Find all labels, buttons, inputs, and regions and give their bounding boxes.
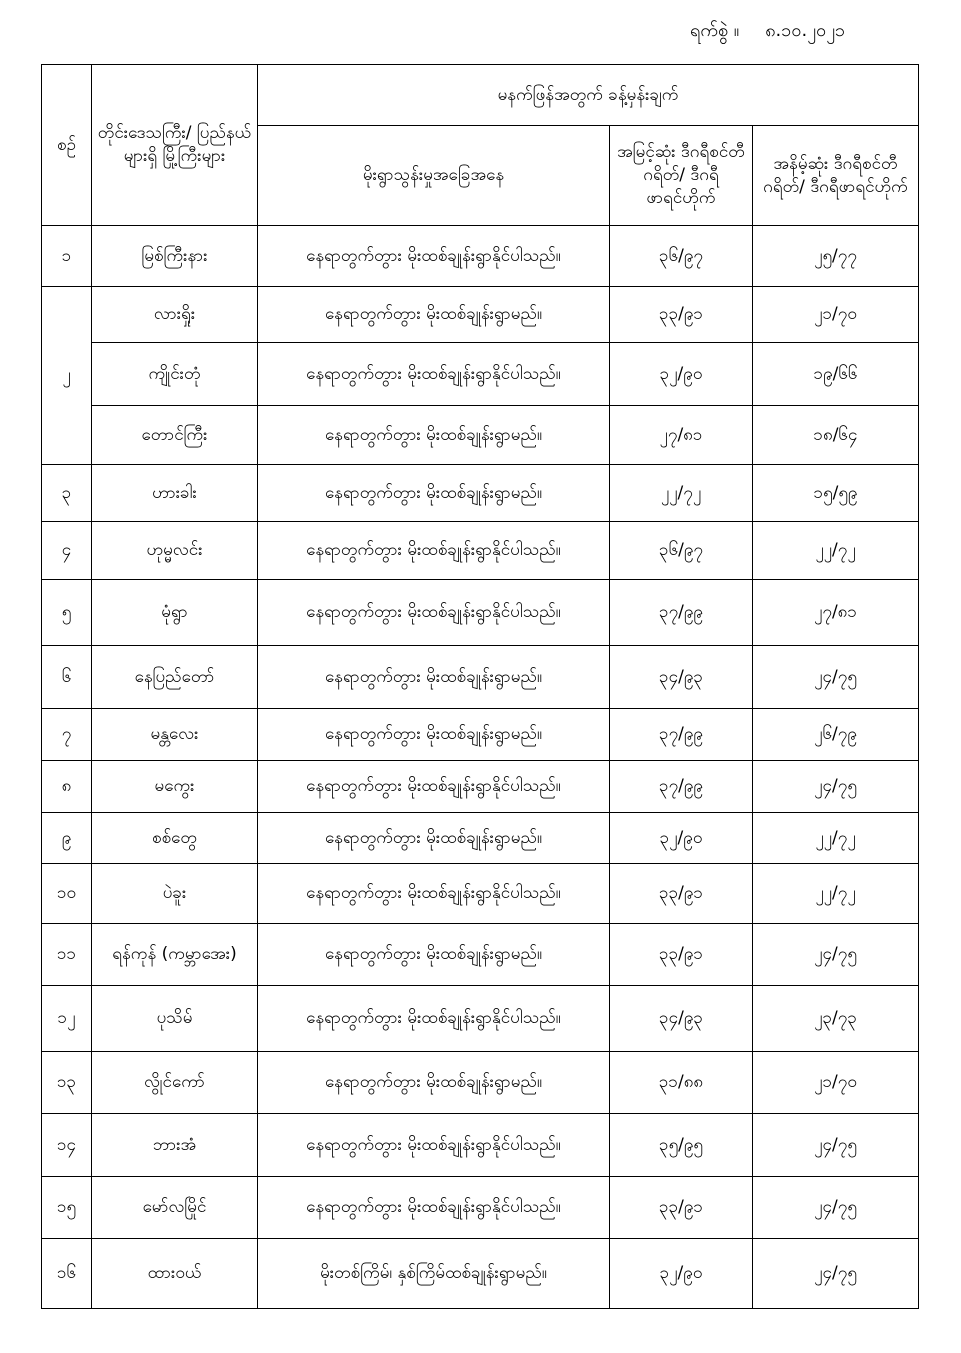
cell-weather: နေရာတွက်တွား မိုးထစ်ချုန်းရွာနိုင်ပါသည်။ <box>258 1114 610 1177</box>
cell-min: ၂၄/၇၅ <box>753 1177 919 1239</box>
cell-min: ၁၈/၆၄ <box>753 406 919 465</box>
table-row <box>42 646 919 709</box>
table-row <box>42 287 919 343</box>
cell-max: ၃၂/၉၀ <box>610 343 753 406</box>
cell-max: ၃၃/၉၁ <box>610 287 753 343</box>
cell-max: ၃၁/၈၈ <box>610 1052 753 1114</box>
table-row <box>42 864 919 924</box>
cell-weather: နေရာတွက်တွား မိုးထစ်ချုန်းရွာနိုင်ပါသည်။ <box>258 343 610 406</box>
cell-max: ၂၇/၈၁ <box>610 406 753 465</box>
cell-no: ၄ <box>42 522 92 580</box>
cell-min: ၂၄/၇၅ <box>753 924 919 986</box>
cell-min: ၂၃/၇၃ <box>753 986 919 1052</box>
header-no: စဉ် <box>42 65 92 226</box>
table-row <box>42 1052 919 1114</box>
cell-city: ကျိုင်းတုံ <box>92 343 258 406</box>
cell-no: ၉ <box>42 813 92 864</box>
cell-no: ၆ <box>42 646 92 709</box>
cell-city: ပုသိမ် <box>92 986 258 1052</box>
cell-weather: နေရာတွက်တွား မိုးထစ်ချုန်းရွာနိုင်ပါသည်။ <box>258 864 610 924</box>
cell-weather: နေရာတွက်တွား မိုးထစ်ချုန်းရွာမည်။ <box>258 646 610 709</box>
date-label: ရက်စွဲ ။ <box>690 20 740 41</box>
cell-weather: နေရာတွက်တွား မိုးထစ်ချုန်းရွာမည်။ <box>258 406 610 465</box>
cell-city: စစ်တွေ <box>92 813 258 864</box>
cell-city: ဘားအံ <box>92 1114 258 1177</box>
cell-city: မကွေး <box>92 761 258 813</box>
cell-weather: နေရာတွက်တွား မိုးထစ်ချုန်းရွာနိုင်ပါသည်။ <box>258 580 610 646</box>
cell-min: ၂၄/၇၅ <box>753 761 919 813</box>
cell-no: ၁၆ <box>42 1239 92 1309</box>
cell-city: ပဲခူး <box>92 864 258 924</box>
cell-weather: နေရာတွက်တွား မိုးထစ်ချုန်းရွာနိုင်ပါသည်။ <box>258 226 610 287</box>
cell-max: ၃၇/၉၉ <box>610 761 753 813</box>
cell-city: မုံရွာ <box>92 580 258 646</box>
cell-min: ၂၇/၈၁ <box>753 580 919 646</box>
table-row <box>42 709 919 761</box>
table-row <box>42 226 919 287</box>
cell-weather: နေရာတွက်တွား မိုးထစ်ချုန်းရွာမည်။ <box>258 813 610 864</box>
cell-max: ၃၅/၉၅ <box>610 1114 753 1177</box>
cell-min: ၂၄/၇၅ <box>753 1114 919 1177</box>
header-forecast-group: မနက်ဖြန်အတွက် ခန့်မှန်းချက် <box>258 65 919 126</box>
cell-min: ၂၂/၇၂ <box>753 813 919 864</box>
cell-weather: မိုးတစ်ကြိမ်၊ နှစ်ကြိမ်ထစ်ချုန်းရွာမည်။ <box>258 1239 610 1309</box>
cell-city: လွိုင်ကော် <box>92 1052 258 1114</box>
table-row <box>42 813 919 864</box>
cell-min: ၂၂/၇၂ <box>753 522 919 580</box>
cell-max: ၃၄/၉၃ <box>610 646 753 709</box>
cell-max: ၃၂/၉၀ <box>610 813 753 864</box>
cell-no: ၁၃ <box>42 1052 92 1114</box>
cell-min: ၂၅/၇၇ <box>753 226 919 287</box>
cell-city: မော်လမြိုင် <box>92 1177 258 1239</box>
cell-max: ၃၃/၉၁ <box>610 1177 753 1239</box>
header-city: တိုင်းဒေသကြီး/ ပြည်နယ်များရှိ မြို့ကြီးများ <box>92 65 258 226</box>
cell-no: ၇ <box>42 709 92 761</box>
cell-max: ၃၆/၉၇ <box>610 522 753 580</box>
table-row <box>42 580 919 646</box>
cell-city: မြစ်ကြီးနား <box>92 226 258 287</box>
forecast-table <box>41 64 919 1309</box>
cell-weather: နေရာတွက်တွား မိုးထစ်ချုန်းရွာမည်။ <box>258 1052 610 1114</box>
cell-no: ၅ <box>42 580 92 646</box>
table-row <box>42 761 919 813</box>
cell-no: ၁ <box>42 226 92 287</box>
cell-min: ၂၂/၇၂ <box>753 864 919 924</box>
cell-weather: နေရာတွက်တွား မိုးထစ်ချုန်းရွာနိုင်ပါသည်။ <box>258 986 610 1052</box>
cell-no: ၁၁ <box>42 924 92 986</box>
date-line <box>690 18 890 46</box>
cell-no: ၁၂ <box>42 986 92 1052</box>
cell-weather: နေရာတွက်တွား မိုးထစ်ချုန်းရွာမည်။ <box>258 287 610 343</box>
cell-max: ၃၄/၉၃ <box>610 986 753 1052</box>
cell-max: ၂၂/၇၂ <box>610 465 753 522</box>
cell-min: ၂၁/၇၀ <box>753 287 919 343</box>
cell-city: မန္တလေး <box>92 709 258 761</box>
table-row <box>42 1177 919 1239</box>
cell-no: ၂ <box>42 287 92 465</box>
table-row <box>42 986 919 1052</box>
cell-weather: နေရာတွက်တွား မိုးထစ်ချုန်းရွာနိုင်ပါသည်။ <box>258 1177 610 1239</box>
header-min-temp: အနိမ့်ဆုံး ဒီဂရီစင်တီဂရိတ်/ ဒီဂရီဖာရင်ဟိုက် <box>753 126 919 226</box>
cell-city: ထားဝယ် <box>92 1239 258 1309</box>
cell-no: ၈ <box>42 761 92 813</box>
table-row <box>42 343 919 406</box>
cell-no: ၁၅ <box>42 1177 92 1239</box>
cell-min: ၂၆/၇၉ <box>753 709 919 761</box>
table-row <box>42 522 919 580</box>
cell-city: ရန်ကုန် (ကမ္ဘာအေး) <box>92 924 258 986</box>
cell-min: ၂၄/၇၅ <box>753 1239 919 1309</box>
cell-weather: နေရာတွက်တွား မိုးထစ်ချုန်းရွာမည်။ <box>258 924 610 986</box>
cell-max: ၃၂/၉၀ <box>610 1239 753 1309</box>
cell-no: ၃ <box>42 465 92 522</box>
cell-no: ၁၀ <box>42 864 92 924</box>
cell-max: ၃၇/၉၉ <box>610 580 753 646</box>
cell-min: ၁၉/၆၆ <box>753 343 919 406</box>
cell-city: ဟားခါး <box>92 465 258 522</box>
cell-weather: နေရာတွက်တွား မိုးထစ်ချုန်းရွာနိုင်ပါသည်။ <box>258 522 610 580</box>
table-row <box>42 1114 919 1177</box>
table-row <box>42 924 919 986</box>
cell-max: ၃၆/၉၇ <box>610 226 753 287</box>
table-row <box>42 1239 919 1309</box>
date-value: ၈.၁၀.၂၀၂၁ <box>765 20 846 41</box>
cell-city: နေပြည်တော် <box>92 646 258 709</box>
table-row <box>42 465 919 522</box>
cell-min: ၂၄/၇၅ <box>753 646 919 709</box>
cell-max: ၃၃/၉၁ <box>610 924 753 986</box>
cell-weather: နေရာတွက်တွား မိုးထစ်ချုန်းရွာမည်။ <box>258 709 610 761</box>
cell-no: ၁၄ <box>42 1114 92 1177</box>
cell-max: ၃၇/၉၉ <box>610 709 753 761</box>
cell-max: ၃၃/၉၁ <box>610 864 753 924</box>
cell-min: ၂၁/၇၀ <box>753 1052 919 1114</box>
cell-city: ဟုမ္မလင်း <box>92 522 258 580</box>
table-row <box>42 406 919 465</box>
cell-weather: နေရာတွက်တွား မိုးထစ်ချုန်းရွာနိုင်ပါသည်။ <box>258 761 610 813</box>
header-max-temp: အမြင့်ဆုံး ဒီဂရီစင်တီဂရိတ်/ ဒီဂရီဖာရင်ဟိုက် <box>610 126 753 226</box>
cell-min: ၁၅/၅၉ <box>753 465 919 522</box>
cell-city: တောင်ကြီး <box>92 406 258 465</box>
header-weather: မိုးရွာသွန်းမှုအခြေအနေ <box>258 126 610 226</box>
cell-weather: နေရာတွက်တွား မိုးထစ်ချုန်းရွာမည်။ <box>258 465 610 522</box>
cell-city: လားရှိုး <box>92 287 258 343</box>
